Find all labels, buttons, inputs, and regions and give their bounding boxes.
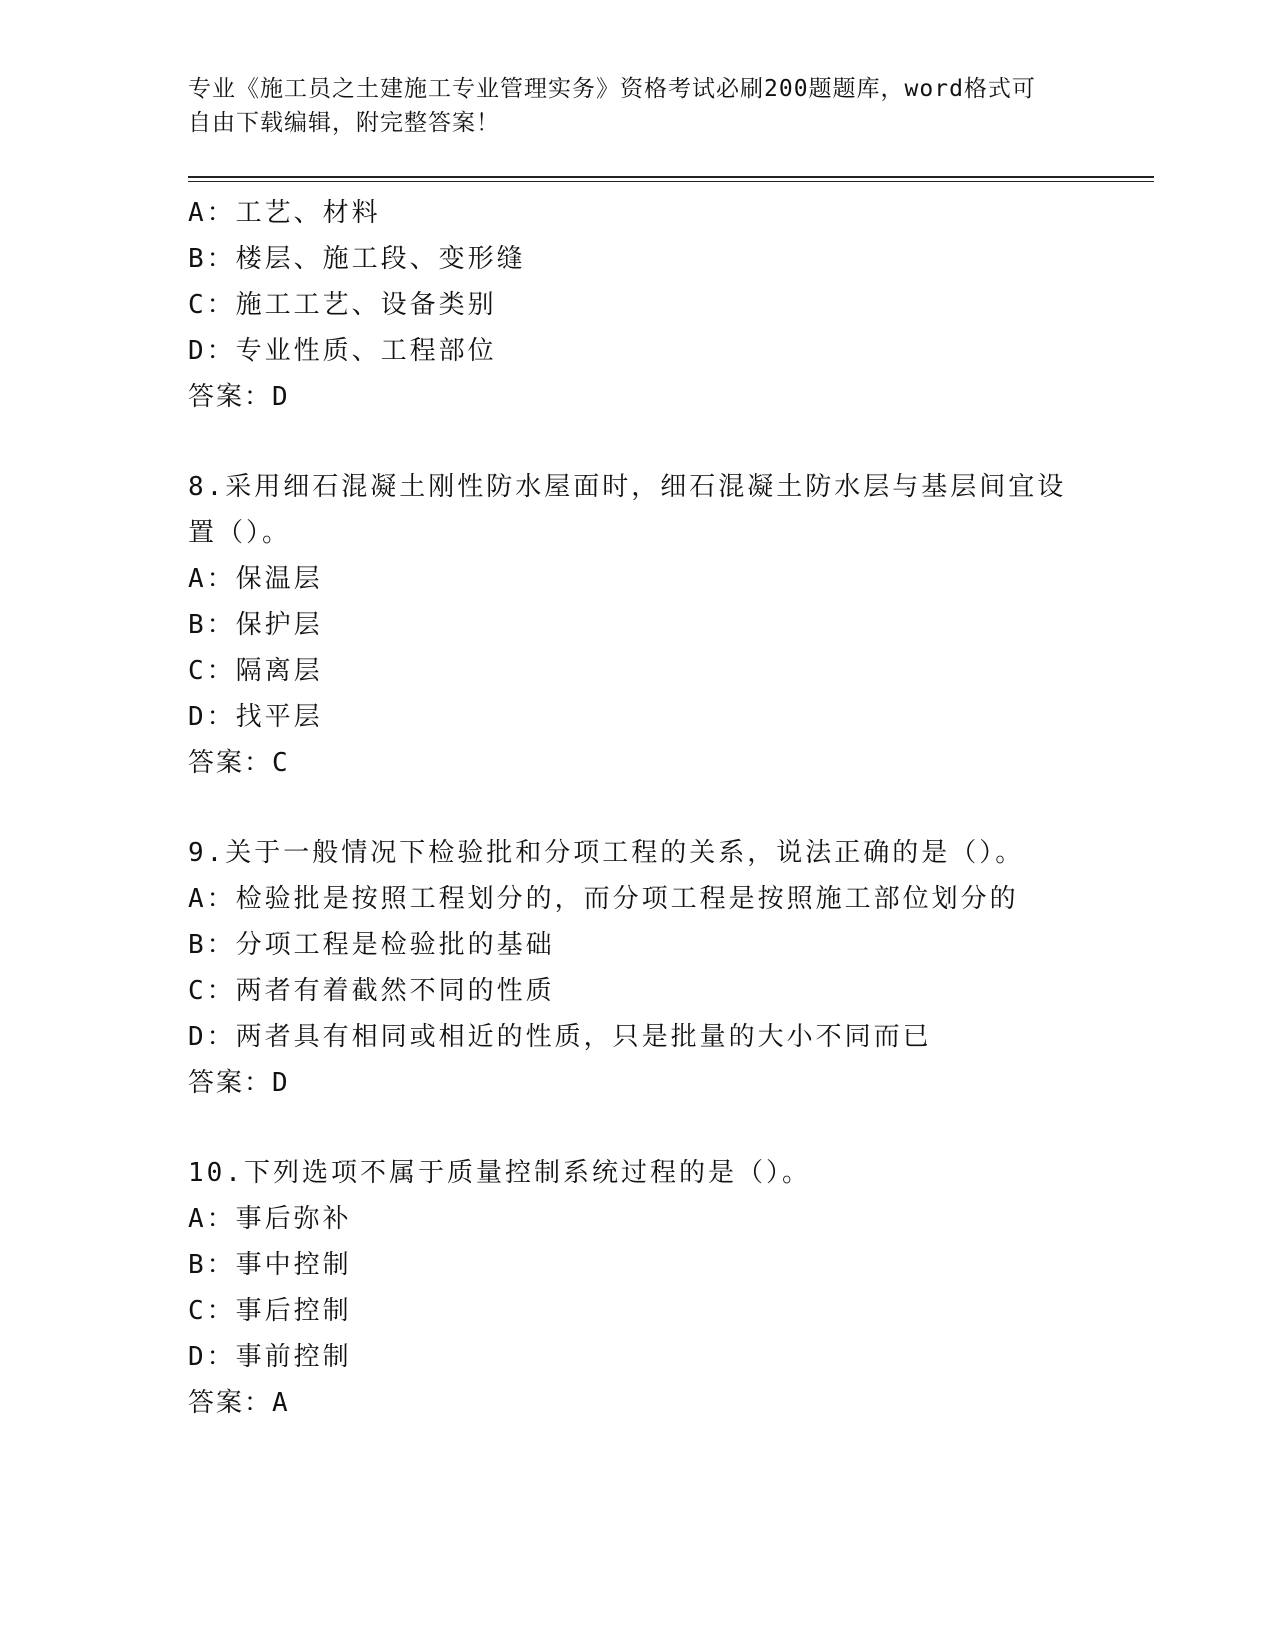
answer-line — [188, 1060, 1088, 1106]
answer-value: A — [272, 1388, 290, 1418]
answer-value: D — [272, 1068, 290, 1098]
question-9 — [188, 830, 1088, 1106]
answer-label: 答案： — [188, 1388, 273, 1418]
option-a: A：检验批是按照工程划分的，而分项工程是按照施工部位划分的 — [188, 884, 1019, 914]
question-stem-continued: 置（）。 — [188, 518, 292, 548]
option-b: B：保护层 — [188, 610, 323, 640]
spacer — [188, 420, 1088, 464]
option-c: C：两者有着截然不同的性质 — [188, 976, 555, 1006]
option-d: D：找平层 — [188, 702, 323, 732]
option-d: D：两者具有相同或相近的性质，只是批量的大小不同而已 — [188, 1022, 932, 1052]
header-line-2: 自由下载编辑，附完整答案！ — [188, 110, 500, 136]
answer-value: C — [272, 748, 290, 778]
option-a: A：保温层 — [188, 564, 323, 594]
answer-value: D — [272, 382, 290, 412]
header-divider-thin — [188, 181, 1154, 182]
spacer — [188, 1106, 1088, 1150]
answer-line — [188, 740, 1088, 786]
option-b: B：事中控制 — [188, 1250, 352, 1280]
option-d: D：事前控制 — [188, 1342, 352, 1372]
option-c: C：事后控制 — [188, 1296, 352, 1326]
question-8 — [188, 464, 1088, 786]
option-b: B：分项工程是检验批的基础 — [188, 930, 555, 960]
question-stem: 9.关于一般情况下检验批和分项工程的关系，说法正确的是（）。 — [188, 838, 1025, 868]
answer-line — [188, 1380, 1088, 1426]
answer-label: 答案： — [188, 748, 273, 778]
question-list — [188, 190, 1088, 1426]
option-c: C：隔离层 — [188, 656, 323, 686]
question-stem: 8.采用细石混凝土刚性防水屋面时，细石混凝土防水层与基层间宜设 — [188, 472, 1067, 502]
option-c: C：施工工艺、设备类别 — [188, 290, 497, 320]
option-d: D：专业性质、工程部位 — [188, 336, 497, 366]
header-divider-thick — [188, 176, 1154, 178]
answer-label: 答案： — [188, 382, 273, 412]
question-10 — [188, 1150, 1088, 1426]
document-header — [188, 72, 1068, 140]
question-stem: 10.下列选项不属于质量控制系统过程的是（）。 — [188, 1158, 811, 1188]
spacer — [188, 786, 1088, 830]
option-a: A：事后弥补 — [188, 1204, 352, 1234]
answer-line — [188, 374, 1088, 420]
option-a: A：工艺、材料 — [188, 198, 381, 228]
answer-label: 答案： — [188, 1068, 273, 1098]
option-b: B：楼层、施工段、变形缝 — [188, 244, 526, 274]
question-7 — [188, 190, 1088, 420]
header-line-1: 专业《施工员之土建施工专业管理实务》资格考试必刷200题题库，word格式可 — [188, 76, 1036, 102]
